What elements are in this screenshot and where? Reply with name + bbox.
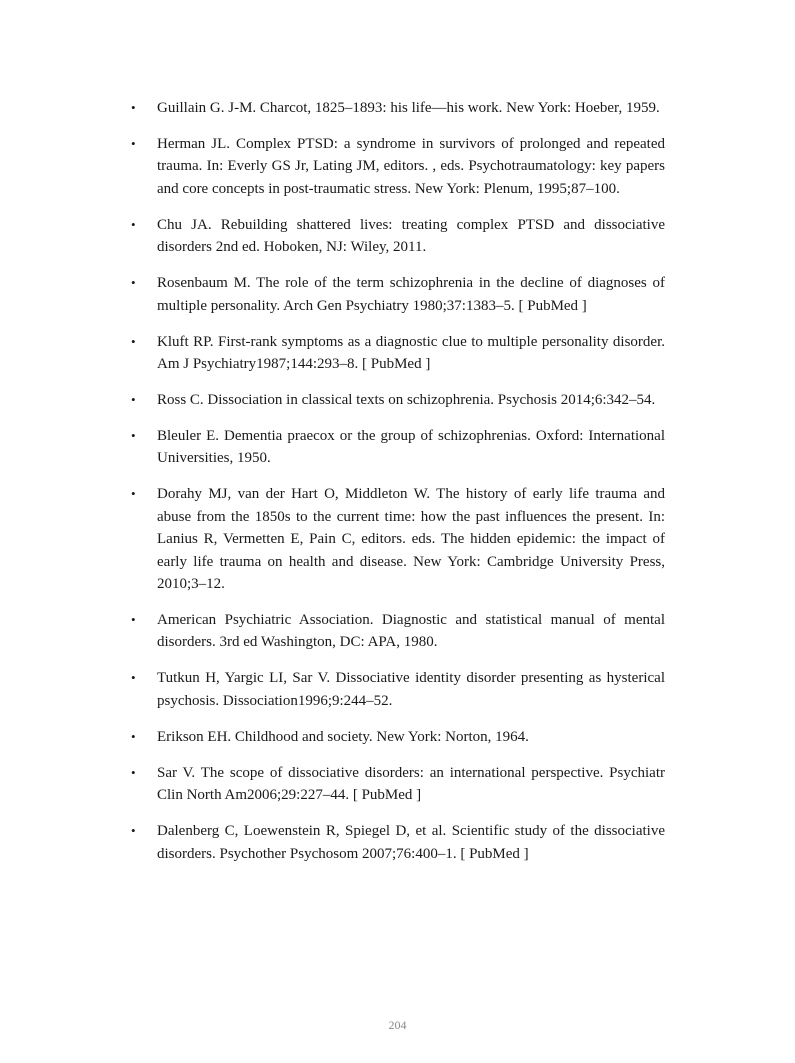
bullet: • — [131, 216, 136, 232]
reference-item — [125, 820, 665, 865]
reference-item — [125, 483, 665, 595]
reference-text: Dalenberg C, Loewenstein R, Spiegel D, et al. Scientific study of the dissociative disorders. Psychother Psychosom 2007;76:400–1. [ PubMed ] — [157, 823, 665, 862]
reference-text: Rosenbaum M. The role of the term schizophrenia in the decline of diagnoses of multiple personality. Arch Gen Psychiatry 1980;37:1383–5. [ PubMed ] — [157, 275, 665, 314]
reference-item — [125, 726, 665, 748]
bullet: • — [131, 612, 136, 628]
bullet: • — [131, 428, 136, 444]
reference-item — [125, 331, 665, 376]
bullet: • — [131, 136, 136, 151]
reference-text: Ross C. Dissociation in classical texts on schizophrenia. Psychosis 2014;6:342–54. — [157, 392, 656, 409]
reference-item — [125, 425, 665, 470]
bullet: • — [131, 728, 136, 744]
reference-text: Chu JA. Rebuilding shattered lives: treating complex PTSD and dissociative disorders 2nd ed. Hoboken, NJ: Wiley, 2011. — [157, 216, 665, 256]
reference-text: Sar V. The scope of dissociative disorders: an international perspective. Psychiatr Clin North Am2006;29:227–44. [ PubMed ] — [157, 764, 665, 804]
bullet: • — [131, 100, 136, 115]
reference-text: Bleuler E. Dementia praecox or the group of schizophrenias. Oxford: International Universities, 1950. — [157, 428, 665, 467]
bullet: • — [131, 392, 136, 408]
reference-item — [125, 667, 665, 712]
reference-text: Herman JL. Complex PTSD: a syndrome in survivors of prolonged and repeated trauma. In: Everly GS Jr, Lating JM, editors. , eds. Psychotraumatology: key papers and core concepts in post-traumatic stress. New York: Plenum, 1995;87–100. — [157, 136, 665, 197]
reference-text: American Psychiatric Association. Diagnostic and statistical manual of mental disorders. 3rd ed Washington, DC: APA, 1980. — [157, 612, 665, 651]
reference-item — [125, 609, 665, 654]
bullet: • — [131, 486, 136, 502]
reference-item — [125, 214, 665, 259]
reference-item — [125, 762, 665, 807]
reference-list — [125, 97, 665, 879]
reference-item — [125, 97, 665, 119]
reference-item — [125, 272, 665, 317]
reference-text: Kluft RP. First-rank symptoms as a diagnostic clue to multiple personality disorder. Am J Psychiatry1987;144:293–8. [ PubMed ] — [157, 333, 665, 373]
reference-item — [125, 133, 665, 200]
reference-text: Dorahy MJ, van der Hart O, Middleton W. The history of early life trauma and abuse from the 1850s to the current time: how the past influences the present. In: Lanius R, Vermetten E, Pain C, editors. eds. The hidden epidemic: the impact of early life trauma on health and disease. New York: Cambridge University Press, 2010;3–12. — [157, 486, 665, 593]
bullet: • — [131, 275, 136, 291]
bullet: • — [131, 333, 136, 349]
bullet: • — [131, 823, 136, 839]
reference-item — [125, 389, 665, 411]
reference-text: Erikson EH. Childhood and society. New York: Norton, 1964. — [157, 728, 529, 745]
bullet: • — [131, 670, 136, 686]
page-number: 204 — [388, 1018, 407, 1032]
bullet: • — [131, 764, 136, 780]
reference-text: Guillain G. J-M. Charcot, 1825–1893: his life—his work. New York: Hoeber, 1959. — [157, 100, 660, 116]
reference-text: Tutkun H, Yargic LI, Sar V. Dissociative identity disorder presenting as hysterical psychosis. Dissociation1996;9:244–52. — [157, 670, 665, 709]
